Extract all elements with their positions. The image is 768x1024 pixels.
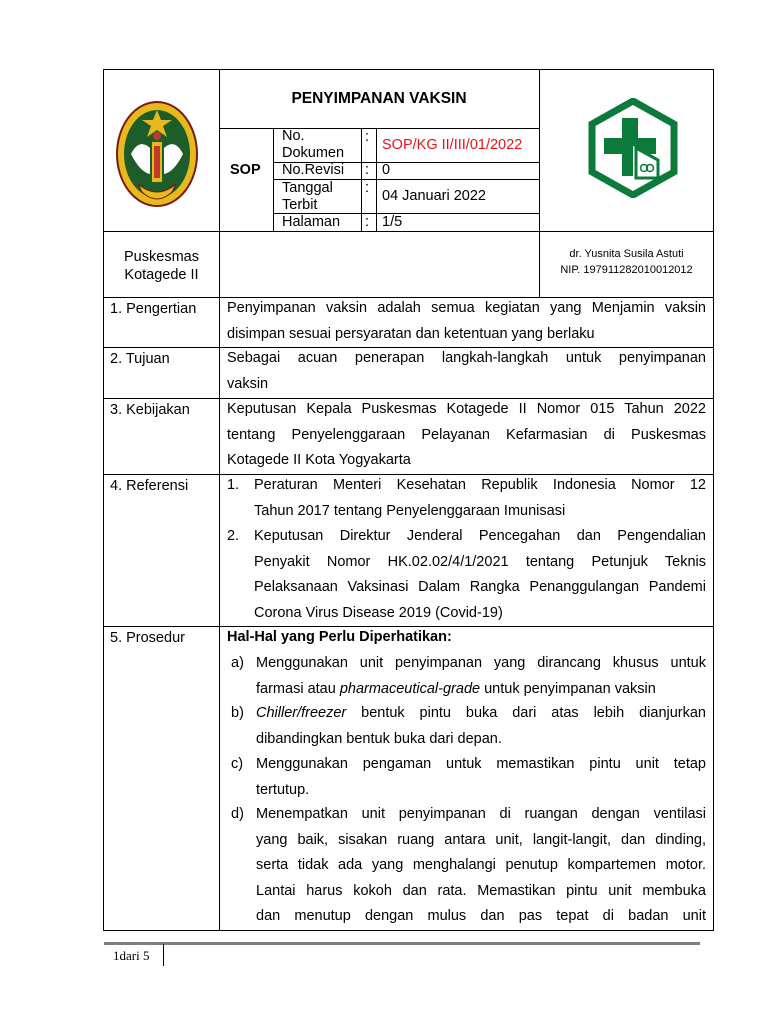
kebijakan-text: Keputusan Kepala Puskesmas Kotagede II Nomor 015 Tahun 2022 tentang Penyelenggaraan Pelayanan Kefarmasian di Puskesmas Kotagede II Kota Yogyakarta	[227, 401, 706, 468]
prosedur-heading: Hal-Hal yang Perlu Diperhatikan:	[227, 629, 452, 645]
page-number: 1dari 5	[113, 948, 150, 963]
puskesmas-logo	[586, 98, 680, 198]
field-colon: :	[365, 180, 370, 196]
field-colon: :	[365, 214, 370, 230]
field-value-no-dokumen: SOP/KG II/III/01/2022	[382, 137, 523, 153]
section-label-kebijakan: 3. Kebijakan	[110, 402, 190, 418]
field-value-tanggal-terbit: 04 Januari 2022	[382, 188, 486, 204]
org-name: Puskesmas Kotagede II	[124, 249, 199, 283]
field-label-no-revisi: No.Revisi	[282, 162, 345, 178]
field-colon: :	[365, 129, 370, 145]
page-number-separator	[163, 944, 164, 966]
section-label-tujuan: 2. Tujuan	[110, 351, 170, 367]
pengertian-text: Penyimpanan vaksin adalah semua kegiatan yang Menjamin vaksin disimpan sesuai persyaratan dan ketentuan yang berlaku	[227, 300, 706, 342]
field-label-tanggal-terbit: Tanggal Terbit	[282, 180, 333, 213]
yogyakarta-crest-logo	[114, 96, 200, 212]
signatory-name: dr. Yusnita Susila Astuti	[569, 248, 684, 260]
footer-rule	[104, 942, 700, 945]
field-label-halaman: Halaman	[282, 214, 341, 230]
document-title: PENYIMPANAN VAKSIN	[291, 90, 467, 107]
field-label-no-dokumen: No. Dokumen	[282, 128, 345, 161]
field-value-halaman: 1/5	[382, 214, 403, 230]
section-label-prosedur: 5. Prosedur	[110, 630, 185, 646]
field-value-no-revisi: 0	[382, 162, 391, 178]
tujuan-text: Sebagai acuan penerapan langkah-langkah untuk penyimpanan vaksin	[227, 350, 706, 392]
section-label-pengertian: 1. Pengertian	[110, 301, 197, 317]
field-colon: :	[365, 162, 370, 178]
sop-label: SOP	[230, 162, 261, 178]
signatory-nip: NIP. 197911282010012012	[560, 264, 693, 276]
section-label-referensi: 4. Referensi	[110, 478, 189, 494]
